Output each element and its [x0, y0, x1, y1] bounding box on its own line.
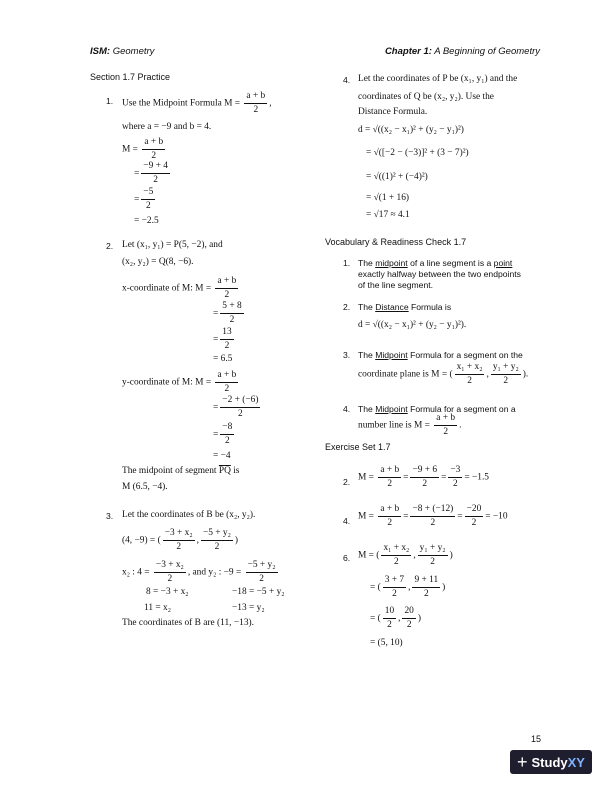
vocab-1-line2: exactly halfway between the two endpoints	[358, 269, 521, 279]
section-title: Section 1.7 Practice	[90, 72, 171, 82]
plus-icon: +	[517, 752, 528, 772]
p4-line3: Distance Formula.	[358, 107, 428, 117]
p1-step2: = $\frac{-9 + 4}{2}$	[134, 161, 168, 185]
p3-conclusion: The coordinates of B are (11, −13).	[122, 618, 254, 628]
vocab-4-number: 4.	[343, 404, 351, 414]
p3-r2-left: 11 = x₂	[144, 603, 171, 613]
vocab-1-line1: The midpoint of a line segment is a point	[358, 258, 513, 268]
p3-eq2: x₂ : 4 = $\frac{\text{−3 + x₂}}{2}$ , and y₂ : −9 = $\frac{\text{−5 + y₂}}{2}$	[122, 560, 276, 584]
p3-r1-left: 8 = −3 + x₂	[146, 587, 189, 597]
p3-r2-right: −13 = y₂	[232, 603, 265, 613]
vocab-3-line2: coordinate plane is M = ( $\frac{\text{x₁ + x₂}}{2}$ , $\frac{\text{y₁ + y₂}}{2}$ ).	[358, 362, 529, 386]
p4-d5: = √17 ≈ 4.1	[366, 210, 410, 220]
ex6-step3: = ( $\frac{10}{2}$ , $\frac{20}{2}$ )	[370, 606, 421, 630]
p3-eq1: (4, −9) = ( $\frac{\text{−3 + x₂}}{2}$ , $\frac{\text{−5 + y₂}}{2}$ )	[122, 528, 238, 552]
p4-number: 4.	[343, 75, 351, 85]
p1-step3: = $\frac{-5}{2}$	[134, 187, 154, 211]
header-right: Chapter 1: A Beginning of Geometry	[384, 46, 540, 57]
vocab-2-number: 2.	[343, 302, 351, 312]
ex6-number: 6.	[343, 553, 351, 563]
p2-x-result: = 6.5	[213, 354, 233, 364]
exercise-title: Exercise Set 1.7	[325, 442, 391, 452]
p2-line2: (x₂, y₂) = Q(8, −6).	[122, 257, 194, 267]
vocab-3-line1: The Midpoint Formula for a segment on the	[358, 350, 523, 360]
p3-r1-right: −18 = −5 + y₂	[232, 587, 285, 597]
ex4-equation: M = $\frac{a + b}{2}$ = $\frac{-8 + (-12)}{2}$ = $\frac{-20}{2}$ = −10	[358, 504, 508, 528]
studyxy-logo: + StudyXY	[510, 750, 592, 774]
p1-result: = −2.5	[134, 216, 159, 226]
vocab-1-number: 1.	[343, 258, 351, 268]
header-left: ISM: Geometry	[90, 46, 155, 57]
ex2-number: 2.	[343, 477, 351, 487]
vocab-2-formula: d = √((x₂ − x₁)² + (y₂ − y₁)²).	[358, 320, 467, 330]
ex6-step1: M = ( $\frac{\text{x₁ + x₂}}{2}$ , $\frac{\text{y₁ + y₂}}{2}$ )	[358, 543, 453, 567]
ex4-number: 4.	[343, 516, 351, 526]
p1-where: where a = −9 and b = 4.	[122, 122, 212, 132]
vocab-1-line3: of the line segment.	[358, 280, 434, 290]
p1-step1: M = $\frac{a + b}{2}$	[122, 137, 164, 161]
vocab-4-line1: The Midpoint Formula for a segment on a	[358, 404, 516, 414]
p4-line1: Let the coordinates of P be (x₁, y₁) and the	[358, 74, 518, 84]
page-number: 15	[531, 734, 542, 744]
vocab-2-line1: The Distance Formula is	[358, 302, 452, 312]
p2-y-step2: = $\frac{-2 + (-6)}{2}$	[213, 395, 259, 419]
p2-conclusion: The midpoint of segment $\overline{PQ}$ is	[122, 466, 240, 476]
ex2-equation: M = $\frac{a + b}{2}$ = $\frac{-9 + 6}{2}$ = $\frac{-3}{2}$ = −1.5	[358, 465, 489, 489]
p2-x-step2: = $\frac{5 + 8}{2}$	[213, 301, 242, 325]
p2-y-step1: y-coordinate of M: M = $\frac{a + b}{2}$	[122, 370, 237, 394]
p4-line2: coordinates of Q be (x₂, y₂). Use the	[358, 92, 494, 102]
p4-d4: = √(1 + 16)	[366, 193, 410, 203]
p3-line1: Let the coordinates of B be (x₂, y₂).	[122, 510, 256, 520]
vocab-title: Vocabulary & Readiness Check 1.7	[325, 237, 467, 247]
vocab-4-line2: number line is M = $\frac{a + b}{2}$ .	[358, 413, 462, 437]
p4-d3: = √((1)² + (−4)²)	[366, 172, 428, 182]
p2-line1: Let (x₁, y₁) = P(5, −2), and	[122, 240, 223, 250]
vocab-3-number: 3.	[343, 350, 351, 360]
p2-number: 2.	[106, 241, 114, 251]
ex6-step2: = ( $\frac{3 + 7}{2}$ , $\frac{9 + 11}{2}$ )	[370, 575, 446, 599]
p2-x-step3: = $\frac{13}{2}$	[213, 327, 232, 351]
p2-y-result: = −4	[213, 451, 231, 461]
p2-x-step1: x-coordinate of M: M = $\frac{a + b}{2}$	[122, 276, 237, 300]
ex6-result: = (5, 10)	[370, 638, 403, 648]
p2-y-step3: = $\frac{-8}{2}$	[213, 422, 233, 446]
p4-d2: = √([−2 − (−3)]² + (3 − 7)²)	[366, 148, 469, 158]
p2-midpoint: M (6.5, −4).	[122, 482, 168, 492]
p1-number: 1.	[106, 96, 114, 106]
p1-intro: Use the Midpoint Formula M = $\frac{a + b}{2}$ ,	[122, 91, 272, 115]
p4-d1: d = √((x₂ − x₁)² + (y₂ − y₁)²)	[358, 125, 464, 135]
p3-number: 3.	[106, 511, 114, 521]
